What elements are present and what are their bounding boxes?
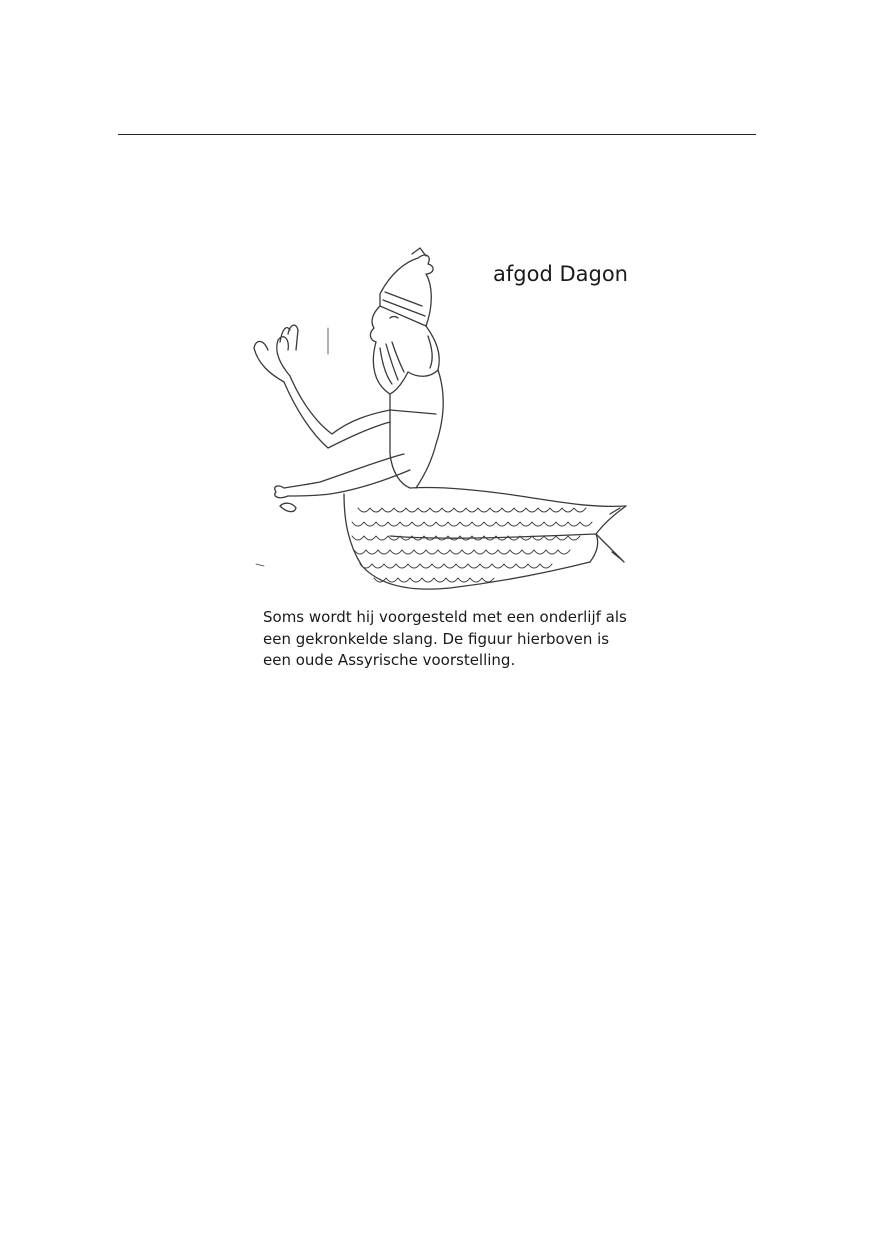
caption-line: Soms wordt hij voorgesteld met een onderlijf als: [263, 608, 627, 626]
header-rule: [118, 134, 756, 135]
caption: [263, 607, 643, 672]
dagon-illustration: [240, 244, 640, 600]
caption-line: een oude Assyrische voorstelling.: [263, 651, 516, 669]
figure-title: afgod Dagon: [493, 262, 628, 286]
caption-line: een gekronkelde slang. De figuur hierboven is: [263, 629, 610, 648]
